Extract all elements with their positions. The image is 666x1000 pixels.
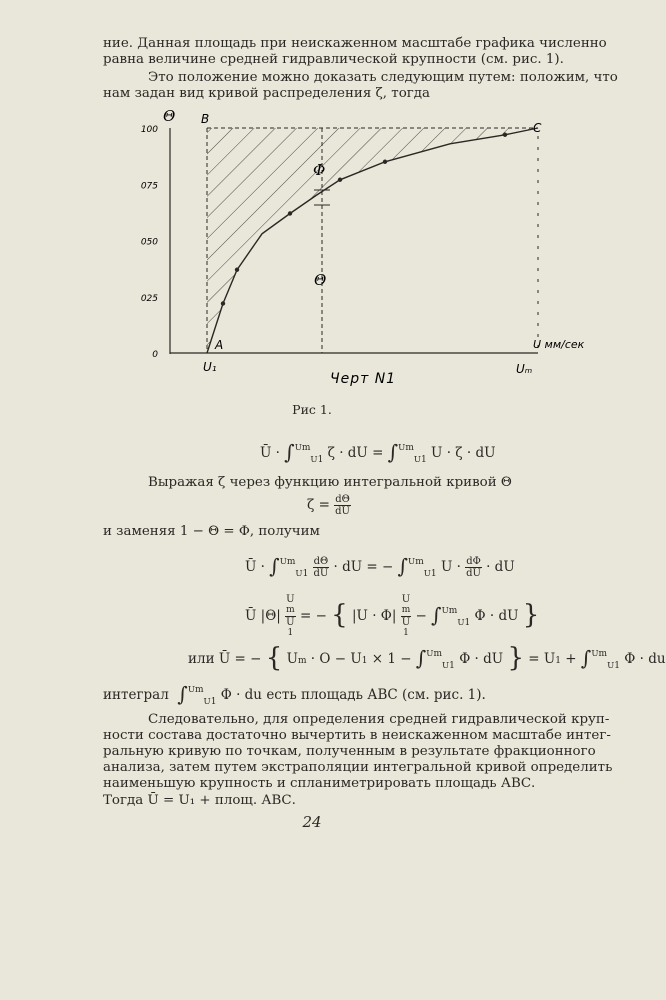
data-point <box>288 211 292 215</box>
text-line: Это положение можно доказать следующим путем: положим, что <box>148 70 618 85</box>
um-label: Uₘ <box>516 362 533 376</box>
x-axis-unit: U мм/сек <box>533 338 585 351</box>
text-line: наименьшую крупность и спланиметрировать площадь АВС. <box>103 776 536 791</box>
text-line: ние. Данная площадь при неискаженном масштабе графика численно <box>103 36 607 51</box>
y-tick-label: 100 <box>140 125 158 135</box>
point-label-a: A <box>215 338 224 352</box>
theta-label: Θ <box>314 271 327 289</box>
ili-word: или <box>188 651 215 667</box>
text-line: нам задан вид кривой распределения ζ, тогда <box>103 86 431 101</box>
text-line: и заменяя 1 − Θ = Φ, получим <box>103 524 320 539</box>
text-line: Следовательно, для определения средней гидравлической круп- <box>148 712 610 727</box>
y-tick-label: 075 <box>140 181 158 192</box>
y-tick-label: 050 <box>140 237 158 248</box>
data-point <box>338 178 342 182</box>
data-point <box>383 160 387 164</box>
text-line: равна величине средней гидравлической крупности (см. рис. 1). <box>103 52 564 67</box>
point-label-b: B <box>201 112 210 126</box>
text-line: ности состава достаточно вычертить в неискаженном масштабе интег- <box>103 728 611 743</box>
figure-chart <box>0 108 624 408</box>
data-point <box>503 133 507 137</box>
equation-5: или Ū = − { Um · O − U1 × 1 − ∫$^{Um}_{U1}$ Φ · dU } = U1 + ∫$^{Um}_{U1}$ Φ · du <box>188 643 666 673</box>
equation-1: Ū · ∫$^{Um}_{U1}$ ζ · dU = ∫$^{Um}_{U1}$ U · ζ · dU <box>260 440 496 465</box>
equation-2: ζ = $\frac{d\Theta}{dU}$ <box>307 494 350 517</box>
integral-word: интеграл <box>103 687 169 703</box>
text-line: Тогда Ū = U₁ + площ. АВС. <box>103 793 296 808</box>
text-line: Выражая ζ через функцию интегральной кривой Θ <box>148 475 512 490</box>
y-axis-symbol: Θ <box>163 107 176 125</box>
text-line: ральную кривую по точкам, полученным в результате фракционного <box>103 744 596 759</box>
text-line: анализа, затем путем экстраполяции интегральной кривой определить <box>103 760 613 775</box>
y-tick-label: 0 <box>152 350 158 360</box>
y-tick-label: 025 <box>140 293 158 304</box>
u1-label: U₁ <box>203 360 217 374</box>
data-point <box>221 301 225 305</box>
point-label-c: C <box>533 121 542 135</box>
phi-label: Φ <box>313 161 326 179</box>
data-point <box>235 268 239 272</box>
figure-title: Черт N1 <box>330 371 397 387</box>
figure-caption: Рис 1. <box>292 402 332 417</box>
integral-tail: есть площадь АВС (см. рис. 1). <box>266 687 486 703</box>
integral-sentence: интеграл ∫$^{Um}_{U1}$ Φ · du есть площадь АВС (см. рис. 1). <box>103 682 486 707</box>
page-number: 24 <box>302 813 322 831</box>
equation-4: Ū |Θ| U m U 1 = − { |U · Φ| U m U 1 − ∫$^{Um}_{U1}$ Φ · dU } <box>245 594 540 638</box>
equation-3: Ū · ∫$^{Um}_{U1}$ $\frac{d\Theta}{dU}$ · dU = − ∫$^{Um}_{U1}$ U · $\frac{d\Phi}{dU}$ · dU <box>245 554 515 579</box>
